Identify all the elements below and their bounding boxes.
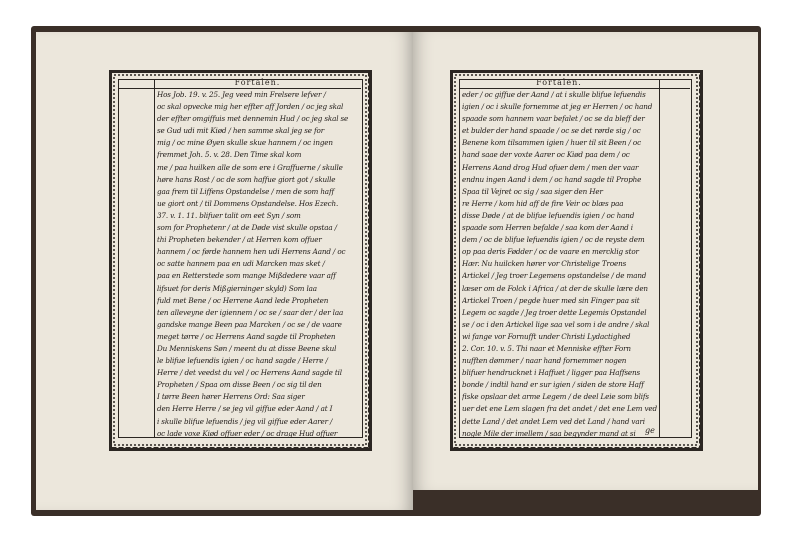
text-line: ten alleveyne der igiennem / oc se / saar der / der laa [157, 307, 344, 317]
text-line: dem / oc de blifue lefuendis igien / oc de reyste dem [462, 235, 645, 245]
text-line: oc skal opvecke mig her effter aff Jorden / oc jeg skal [157, 102, 344, 112]
text-line: gaa frem til Liffens Opstandelse / men de som haff [157, 186, 334, 196]
text-line: spaade som Herren befalde / saa kom der Aand i [462, 223, 633, 233]
text-line: Artickel Troen / pegde huer med sin Finger paa sit [462, 295, 640, 305]
text-line: fuld met Bene / oc Herrene Aand lede Propheten [157, 295, 329, 305]
text-line: me / paa huilken alle de som ere i Graffuerne / skulle [157, 162, 343, 172]
text-line: Herre / det veedst du vel / oc Herrens Aand sagde til [157, 368, 342, 378]
text-line: 37. v. 1. 11. blifuer talit om eet Syn / som [157, 210, 301, 220]
text-line: den Herre Herre / se jeg vil giffue eder Aand / at I [157, 404, 333, 414]
text-line: disse Døde / at de blifue lefuendis igien / oc hand [462, 210, 635, 220]
text-line: uer det ene Lem slagen fra det andet / det ene Lem ved [462, 404, 657, 414]
text-line: spaade som hannem vaar befalet / oc se da bleff der [462, 114, 645, 124]
text-line: der effter omgiffuis met dennemin Hud / oc jeg skal se [157, 114, 349, 124]
text-line: et bulder der hand spaade / oc se det rørde sig / oc [462, 126, 641, 136]
text-line: læser om de Folck i Africa / at der de skulle lære den [462, 283, 648, 293]
text-line: gandske mange Been paa Marcken / oc se / de vaare [157, 319, 342, 329]
text-line: dette Land / det andet Lem ved det Land / hand vari [462, 416, 645, 426]
left-margin-rule [154, 79, 155, 437]
text-line: fremmet Joh. 5. v. 28. Den Time skal kom [157, 150, 302, 160]
text-line: meget tørre / oc Herrens Aand sagde til Propheten [157, 331, 336, 341]
text-line: re Herre / kom hid aff de fire Veir oc blæs paa [462, 198, 624, 208]
right-page [413, 32, 758, 490]
text-line: le blifue lefuendis igien / oc hand sagde / Herre / [157, 356, 328, 366]
right-text-column [462, 89, 657, 437]
text-line: oc satte hannem paa en udi Marcken mas sket / [157, 259, 325, 269]
text-line: I tørre Been hører Herrens Ord: Saa siger [157, 392, 305, 402]
left-page [36, 32, 413, 510]
text-line: endnu ingen Aand i dem / oc hand sagde til Prophe [462, 174, 642, 184]
text-line: paa en Retterstede som mange Mißdedere vaar aff [157, 271, 336, 281]
text-line: Herrens Aand drog Hud ofuer dem / men der vaar [462, 162, 639, 172]
text-line: hand saae der voxte Aarer oc Kiød paa dem / oc [462, 150, 630, 160]
text-line: nufften dømmer / naar hand fornemmer nogen [462, 356, 627, 366]
text-line: lifsuet for deris Mißgierninger skyld) Som laa [157, 283, 317, 293]
text-line: oc lade voxe Kiød offuer eder / oc drage Hud offuer [157, 428, 338, 437]
text-line: Propheten / Spaa om disse Been / oc sig til den [157, 380, 322, 390]
text-line: Hos Job. 19. v. 25. Jeg veed min Frelsere lefver / [157, 90, 326, 99]
left-running-header: Fortalen. [234, 78, 281, 87]
text-line: eder / oc giffue der Aand / at i skulle blifue lefuendis [462, 90, 646, 99]
text-line: hannem / oc førde hannem hen udi Herrens Aand / oc [157, 247, 346, 257]
text-line: 2. Cor. 10. v. 5. Thi naar et Menniske effter Forn [462, 343, 631, 353]
text-line: bonde / indtil hand er sur igien / siden de store Haff [462, 380, 644, 390]
text-line: se Gud udi mit Kiød / hen samme skal jeg se for [157, 126, 324, 136]
text-line: i skulle blifue lefuendis / jeg vil giffue eder Aarer / [157, 416, 333, 426]
catchword: ge [645, 426, 655, 435]
text-line: ue giort ont / til Dommens Opstandelse. Hos Ezech. [157, 198, 339, 208]
text-line: høre hans Rost / oc de som haffue giort got / skulle [157, 174, 336, 184]
text-line: igien / oc i skulle fornemme at jeg er Herren / oc hand [462, 102, 653, 112]
text-line: fiske opslaar det arme Legem / de deel Leie som blifs [462, 392, 649, 402]
text-line: mig / oc mine Øyen skulle skue hannem / oc ingen [157, 138, 333, 148]
text-line: som for Prophetenr / at de Døde vist skulle opstaa / [157, 223, 337, 233]
text-line: se / oc i den Artickel lige saa vel som i de andre / skal [462, 319, 650, 329]
right-margin-rule [659, 79, 660, 437]
text-line: Benene kom tilsammen igien / huer til sit Been / oc [462, 138, 641, 148]
text-line: Du Menniskens Søn / meent du at disse Beene skul [157, 343, 337, 353]
text-line: Spaa til Vejret oc sig / saa siger den Her [462, 186, 603, 196]
right-running-header: Fortalen. [536, 78, 582, 87]
text-line: blifuer hendrucknet i Haffuet / ligger paa Haffsens [462, 368, 641, 378]
text-line: wi fange vor Fornufft under Christi Lydactighed [462, 331, 631, 341]
left-text-column [157, 89, 359, 437]
text-line: Artickel / Jeg troer Legemens opstandelse / de mand [462, 271, 647, 281]
text-line: Legem oc sagde / Jeg troer dette Legemis Opstandel [462, 307, 647, 317]
text-line: Hær. Nu huilcken hører vor Christelige Troens [462, 259, 627, 269]
text-line: op paa deris Fødder / oc de vaare en mercklig stor [462, 247, 639, 257]
text-line: nogle Mile der imellem / saa begynder mand at si [462, 428, 636, 437]
text-line: thi Propheten bekender / at Herren kom offuer [157, 235, 322, 245]
